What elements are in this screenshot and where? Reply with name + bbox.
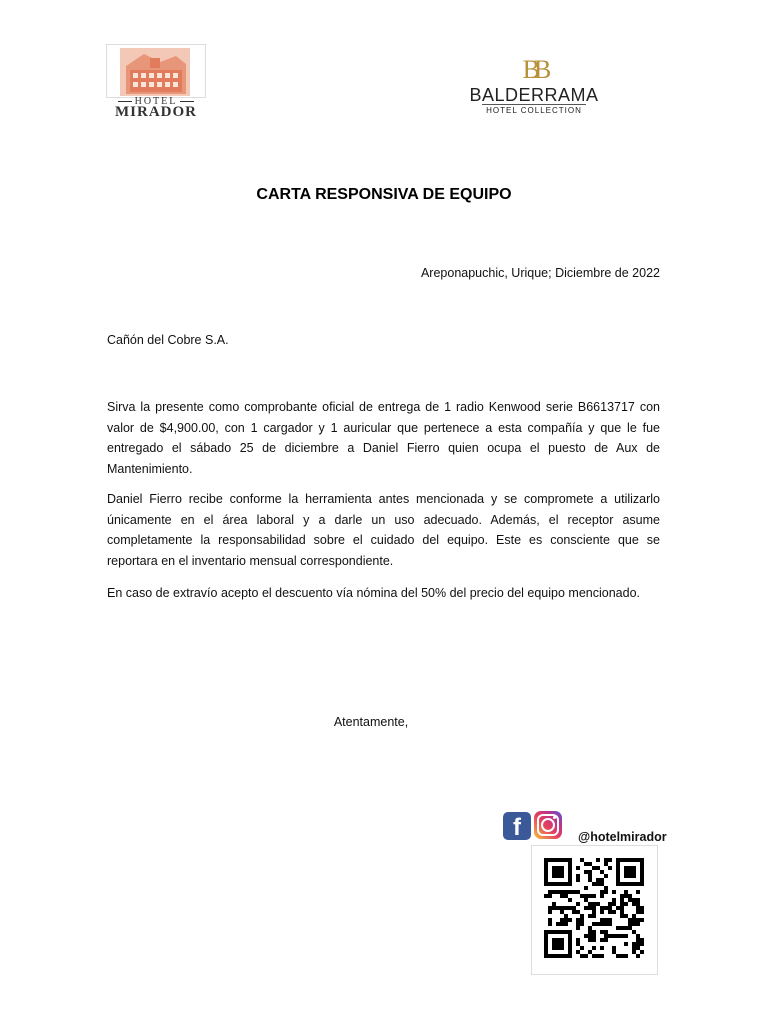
facebook-icon[interactable]: f	[503, 812, 531, 840]
hotel-building-icon	[120, 48, 190, 96]
addressee: Cañón del Cobre S.A.	[107, 333, 229, 347]
balderrama-logo	[464, 56, 604, 116]
closing: Atentamente,	[333, 715, 409, 729]
qr-code	[531, 845, 658, 975]
logo-hotel-word: HOTEL	[106, 96, 206, 107]
letter-title: CARTA RESPONSIVA DE EQUIPO	[256, 186, 512, 203]
qr-code-icon	[544, 858, 644, 962]
body-paragraph: Sirva la presente como comprobante oficial de entrega de 1 radio Kenwood serie B6613717 con valor de $4,900.00, con 1 cargador y 1 auricular que pertenece a esta compañía y que le fue entregado el sábado 25 de diciembre a Daniel Fierro quien ocupa el puesto de Aux de Mantenimiento.	[107, 400, 660, 476]
balderrama-name: BALDERRAMA	[469, 85, 599, 105]
instagram-icon[interactable]	[534, 811, 562, 839]
balderrama-monogram: BB	[522, 55, 546, 84]
social-handle: @hotelmirador	[578, 830, 667, 844]
balderrama-subtitle: HOTEL COLLECTION	[482, 104, 586, 115]
body-paragraph: En caso de extravío acepto el descuento vía nómina del 50% del precio del equipo mencionado.	[107, 586, 640, 600]
place-date: Areponapuchic, Urique; Diciembre de 2022	[420, 266, 660, 280]
body-paragraph: Daniel Fierro recibe conforme la herramienta antes mencionada y se compromete a utilizarlo únicamente en el área laboral y a darle un uso adecuado. Además, el receptor asume completamente la responsabilidad sobre el cuidado del equipo. Este es consciente que se reportara en el inventario mensual correspondiente.	[107, 492, 660, 568]
logo-mirador-name: MIRADOR	[115, 104, 197, 120]
hotel-mirador-logo	[106, 44, 206, 120]
